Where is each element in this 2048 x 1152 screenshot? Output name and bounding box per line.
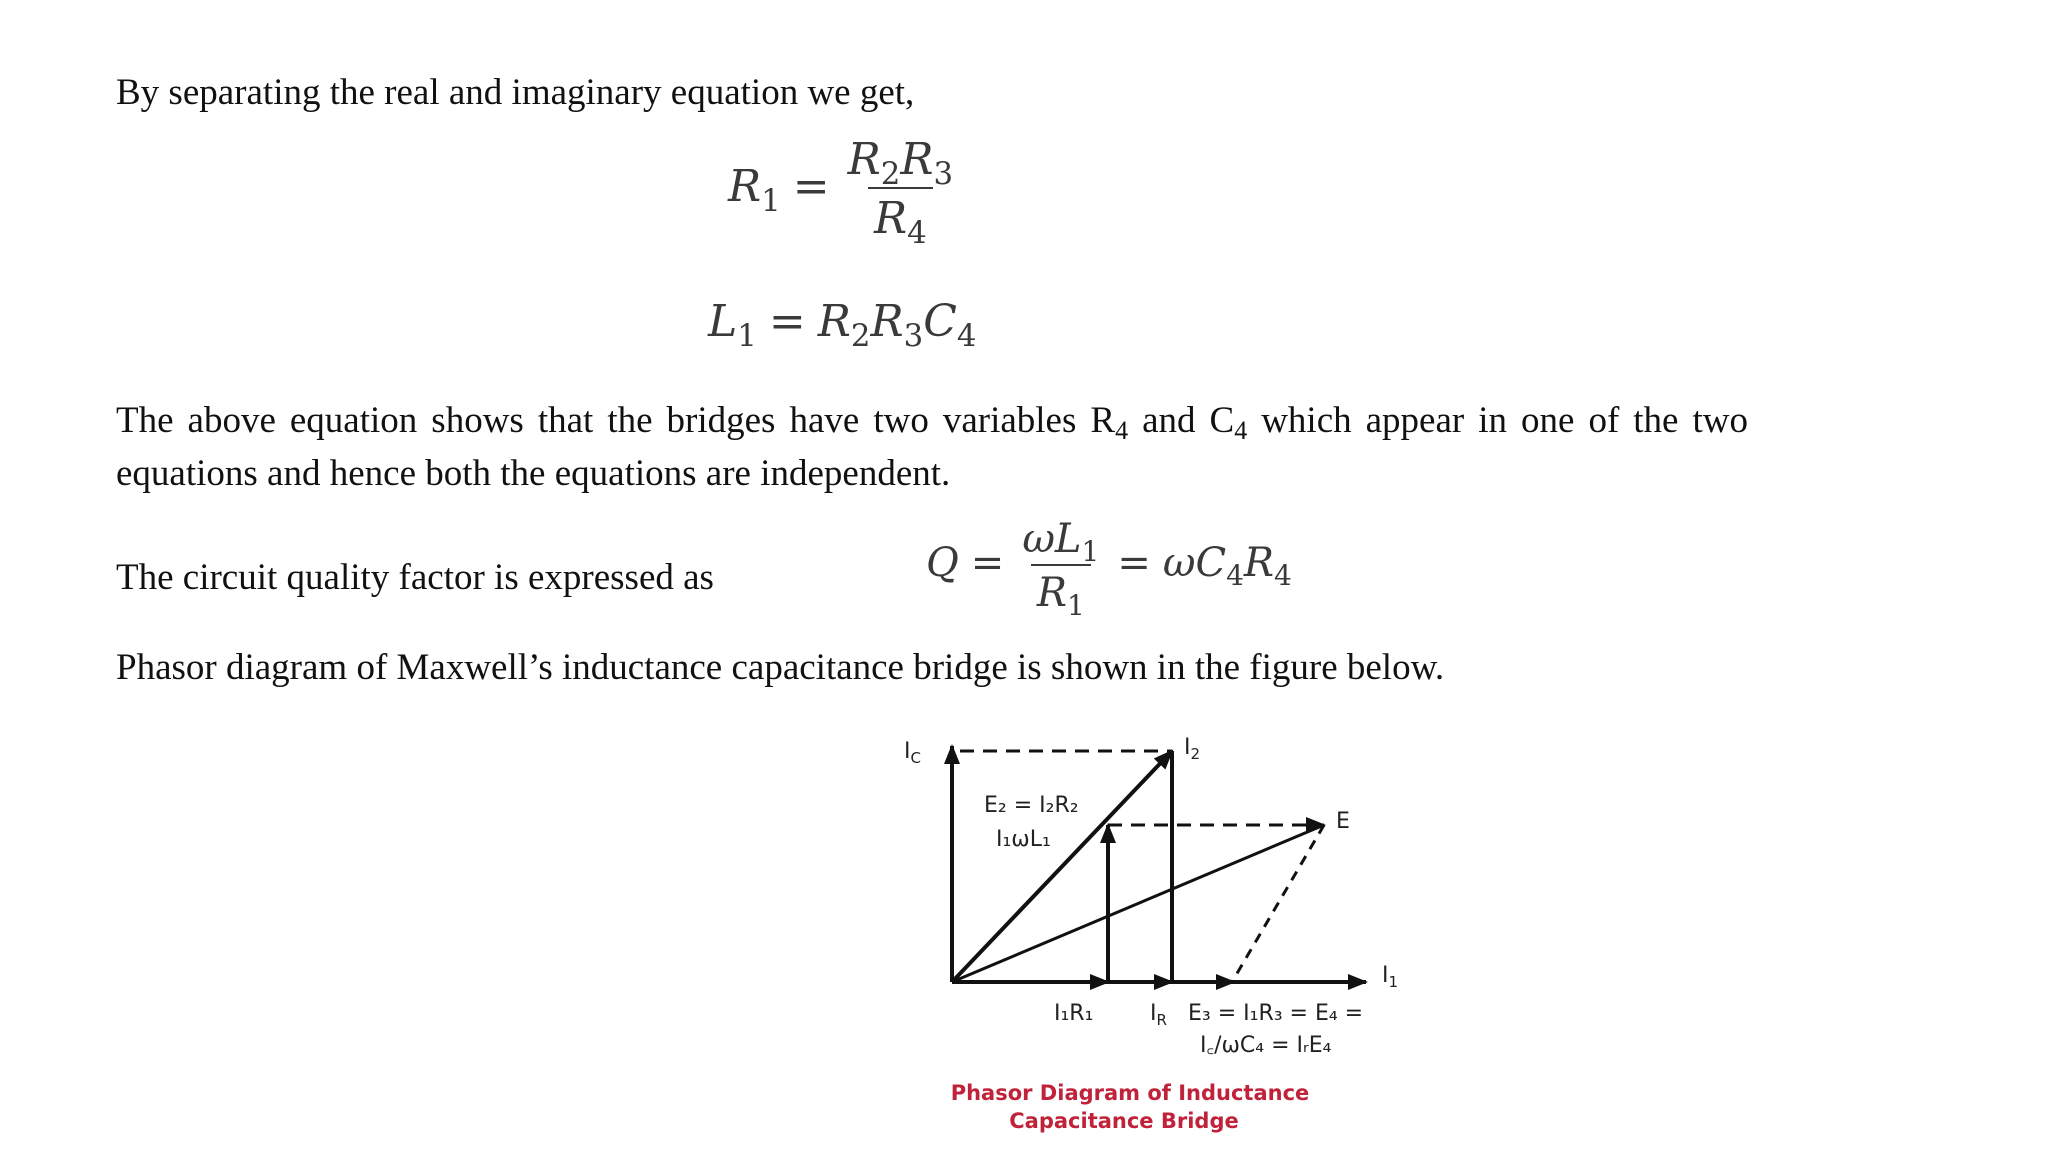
label-i1: $I_1$ (1382, 963, 1399, 991)
label-ir: $I_R$ (1150, 1001, 1167, 1029)
eq3-fraction: $\frac{\omega L_1}{R_1}$ (1022, 516, 1100, 622)
label-e3-line1: E₃ = I₁R₃ = E₄ = (1188, 1001, 1364, 1026)
equation-q: Q = $\frac{\omega L_1}{R_1}$ = $\omega C_4R_4$ (926, 516, 1292, 622)
intro-text: By separating the real and imaginary equation we get, (116, 72, 915, 113)
eq1-fraction: $\frac{R_2R_3}{R_4}$ (847, 134, 954, 251)
caption-line2: Capacitance Bridge (1009, 1109, 1239, 1133)
phasor-diagram (860, 718, 1420, 1138)
variables-paragraph: The above equation shows that the bridges have two variables $R_4$ and $C_4$ which appear in one of the two equations and hence both the equations are independent. (116, 400, 1748, 494)
equation-r1: $R_1$ = $\frac{R_2R_3}{R_4}$ (728, 134, 959, 244)
e-slanted-dashed (1232, 825, 1324, 982)
label-e2: E₂ = I₂R₂ (984, 793, 1079, 818)
i2-phasor (952, 751, 1172, 982)
caption-line1: Phasor Diagram of Inductance (950, 1081, 1310, 1105)
equation-l1: $L_1 = R_2R_3C_4$ (708, 296, 977, 354)
quality-factor-label: The circuit quality factor is expressed as (116, 557, 714, 598)
label-e3-line2: I꜀/ωC₄ = IᵣE₄ (1200, 1033, 1332, 1058)
label-e: E (1336, 809, 1350, 834)
label-ic: $I_C$ (904, 739, 921, 767)
label-i2: $I_2$ (1184, 735, 1201, 763)
label-i1r1: I₁R₁ (1054, 1001, 1094, 1026)
label-i1wl1: I₁ωL₁ (996, 827, 1051, 852)
phasor-intro-text: Phasor diagram of Maxwell’s inductance capacitance bridge is shown in the figure below. (116, 647, 1445, 688)
eq1-lhs: $R_1$ (728, 160, 781, 219)
